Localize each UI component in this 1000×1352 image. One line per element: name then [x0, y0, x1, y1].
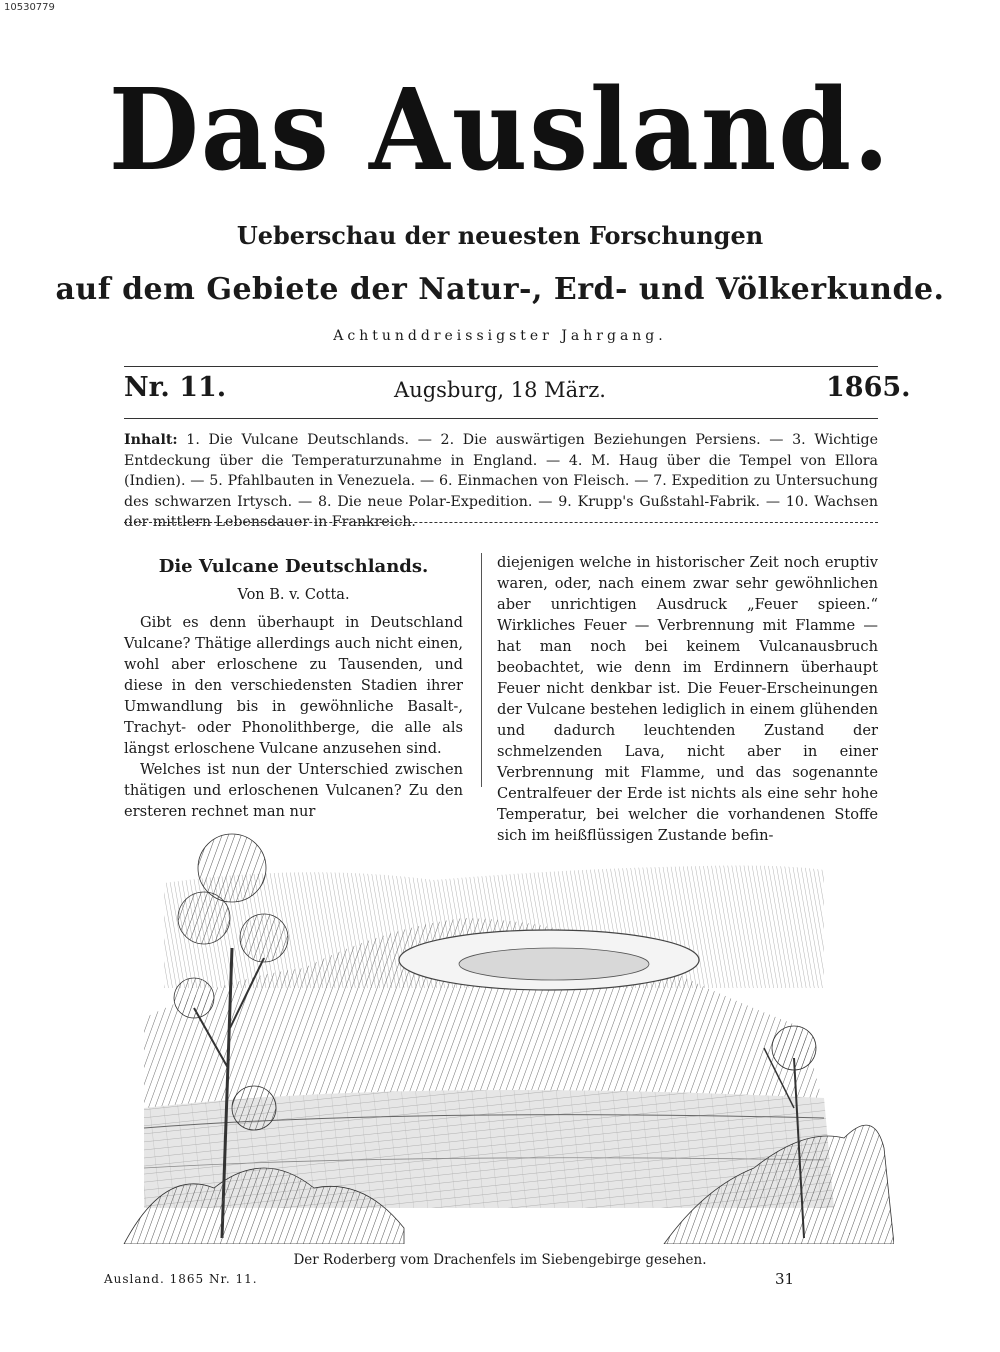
contents-label: Inhalt:	[124, 432, 178, 448]
issue-year: 1865.	[826, 372, 911, 403]
article-left-column	[124, 556, 463, 822]
article-author: Von B. v. Cotta.	[237, 587, 350, 603]
issue-number: Nr. 11.	[124, 372, 227, 403]
article-paragraph: diejenigen welche in historischer Zeit noch eruptiv waren, oder, nach einem zwar sehr gewöhnlichen aber unrichtigen Ausdruck „Feuer spieen.“ Wirkliches Feuer — Verbrennung mit Flamme — hat man noch bei keinem Vulcanausbruch beobachtet, wie denn im Erdinnern überhaupt Feuer nicht denkbar ist. Die Feuer-Erscheinungen der Vulcane bestehen lediglich in einem glühenden und dadurch leuchtenden Zustand der schmelzenden Lava, nicht aber in einer Verbrennung mit Flamme, und das sogenannte Centralfeuer der Erde ist nichts als eine sehr hohe Temperatur, bei welcher die vorhandenen Stoffe sich im heißflüssigen Zustande befin-	[497, 554, 878, 844]
article-paragraph: Welches ist nun der Unterschied zwischen thätigen und erloschenen Vulcanen? Zu den ersteren rechnet man nur	[124, 761, 463, 820]
article-paragraph: Gibt es denn überhaupt in Deutschland Vulcane? Thätige allerdings auch nicht einen, wohl aber erloschene zu Tausenden, und diese in den verschiedensten Stadien ihrer Umwandlung bis in gewöhnliche Basalt-, Trachyt- oder Phonolithberge, die alle als längst erloschene Vulcane anzusehen sind.	[124, 614, 463, 757]
top-rule	[124, 366, 878, 367]
illustration-caption: Der Roderberg vom Drachenfels im Siebengebirge gesehen.	[293, 1252, 707, 1268]
page-number: 31	[775, 1270, 795, 1288]
table-of-contents	[124, 430, 878, 533]
footer-signature: Ausland. 1865 Nr. 11.	[104, 1272, 258, 1286]
article-right-column	[497, 552, 878, 846]
issue-rule	[124, 418, 878, 419]
volume-line: Achtunddreissigster Jahrgang.	[333, 328, 667, 344]
contents-text: 1. Die Vulcane Deutschlands. — 2. Die auswärtigen Beziehungen Persiens. — 3. Wichtige Entdeckung über die Temperaturzunahme in England. — 4. M. Haug über die Tempel von Ellora (Indien). — 5. Pfahlbauten in Venezuela. — 6. Einmachen von Fleisch. — 7. Expedition zu Untersuchung des schwarzen Irtysch. — 8. Die neue Polar-Expedition. — 9. Krupp's Gußstahl-Fabrik. — 10. Wachsen der mittlern Lebensdauer in Frankreich.	[124, 432, 878, 530]
contents-rule	[124, 522, 878, 523]
volcano-engraving	[104, 808, 894, 1244]
article-title: Die Vulcane Deutschlands.	[158, 556, 429, 577]
masthead-subtitle-1: Ueberschau der neuesten Forschungen	[236, 221, 764, 250]
scan-id: 10530779	[4, 2, 55, 13]
issue-place-date: Augsburg, 18 März.	[394, 378, 606, 402]
masthead-title: Das Ausland.	[108, 63, 892, 196]
column-divider	[481, 553, 482, 787]
masthead-subtitle-2: auf dem Gebiete der Natur-, Erd- und Völkerkunde.	[55, 272, 945, 307]
